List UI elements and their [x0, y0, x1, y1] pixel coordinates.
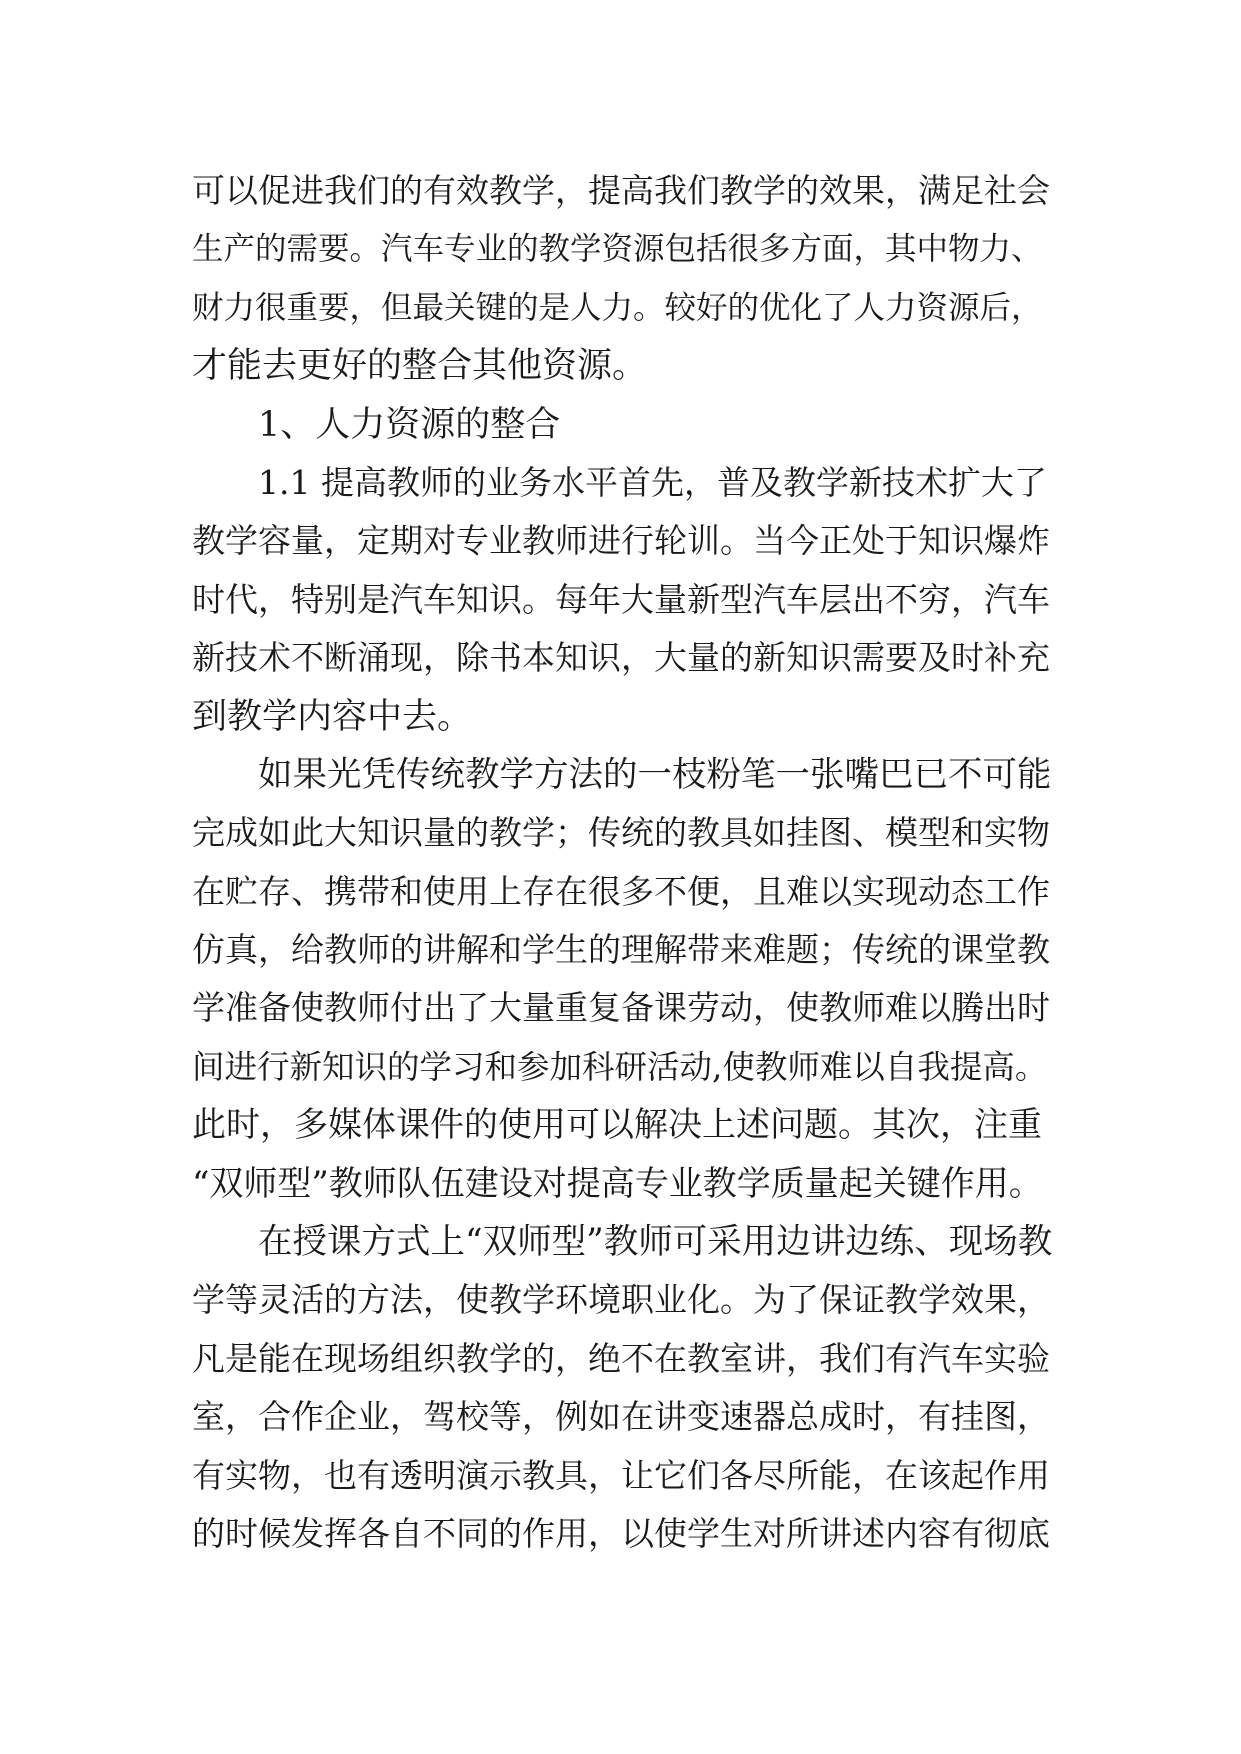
text-line: 凡是能在现场组织教学的，绝不在教室讲，我们有汽车实验	[192, 1338, 1050, 1378]
text-line: 的时候发挥各自不同的作用，以使学生对所讲述内容有彻底	[192, 1513, 1050, 1553]
text-line: 才能去更好的整合其他资源。	[192, 346, 648, 387]
text-line: “双师型”教师队伍建设对提高专业教学质量起关键作用。	[192, 1163, 1043, 1204]
text-line: 如果光凭传统教学方法的一枝粉笔一张嘴巴已不可能	[258, 754, 1052, 795]
text-line: 有实物，也有透明演示教具，让它们各尽所能，在该起作用	[192, 1455, 1050, 1495]
text-line: 生产的需要。汽车专业的教学资源包括很多方面，其中物力、	[192, 231, 1043, 268]
text-line: 完成如此大知识量的教学；传统的教具如挂图、模型和实物	[192, 813, 1050, 853]
text-line: 教学容量，定期对专业教师进行轮训。当今正处于知识爆炸	[192, 521, 1050, 561]
text-line: 此时，多媒体课件的使用可以解决上述问题。其次，注重	[192, 1105, 1042, 1146]
text-line: 在贮存、携带和使用上存在很多不便，且难以实现动态工作	[192, 871, 1050, 911]
text-line: 1、人力资源的整合	[258, 404, 561, 445]
text-line: 仿真，给教师的讲解和学生的理解带来难题；传统的课堂教	[192, 930, 1050, 970]
text-line: 可以促进我们的有效教学，提高我们教学的效果，满足社会	[192, 171, 1050, 210]
text-line: 新技术不断涌现，除书本知识，大量的新知识需要及时补充	[192, 638, 1050, 678]
text-line: 在授课方式上“双师型”教师可采用边讲边练、现场教	[258, 1222, 1053, 1263]
text-line: 到教学内容中去。	[192, 696, 473, 737]
body-text	[192, 162, 1052, 1563]
text-line: 1.1 提高教师的业务水平首先，普及教学新技术扩大了	[258, 462, 1047, 502]
text-line: 财力很重要，但最关键的是人力。较好的优化了人力资源后，	[192, 289, 1043, 326]
text-line: 室，合作企业，驾校等，例如在讲变速器总成时，有挂图，	[192, 1397, 1050, 1437]
text-line: 学等灵活的方法，使教学环境职业化。为了保证教学效果，	[192, 1280, 1050, 1320]
text-line: 时代，特别是汽车知识。每年大量新型汽车层出不穷，汽车	[192, 579, 1050, 619]
text-line: 学准备使教师付出了大量重复备课劳动，使教师难以腾出时	[192, 988, 1050, 1028]
text-line: 间进行新知识的学习和参加科研活动,使教师难以自我提高。	[192, 1047, 1048, 1086]
